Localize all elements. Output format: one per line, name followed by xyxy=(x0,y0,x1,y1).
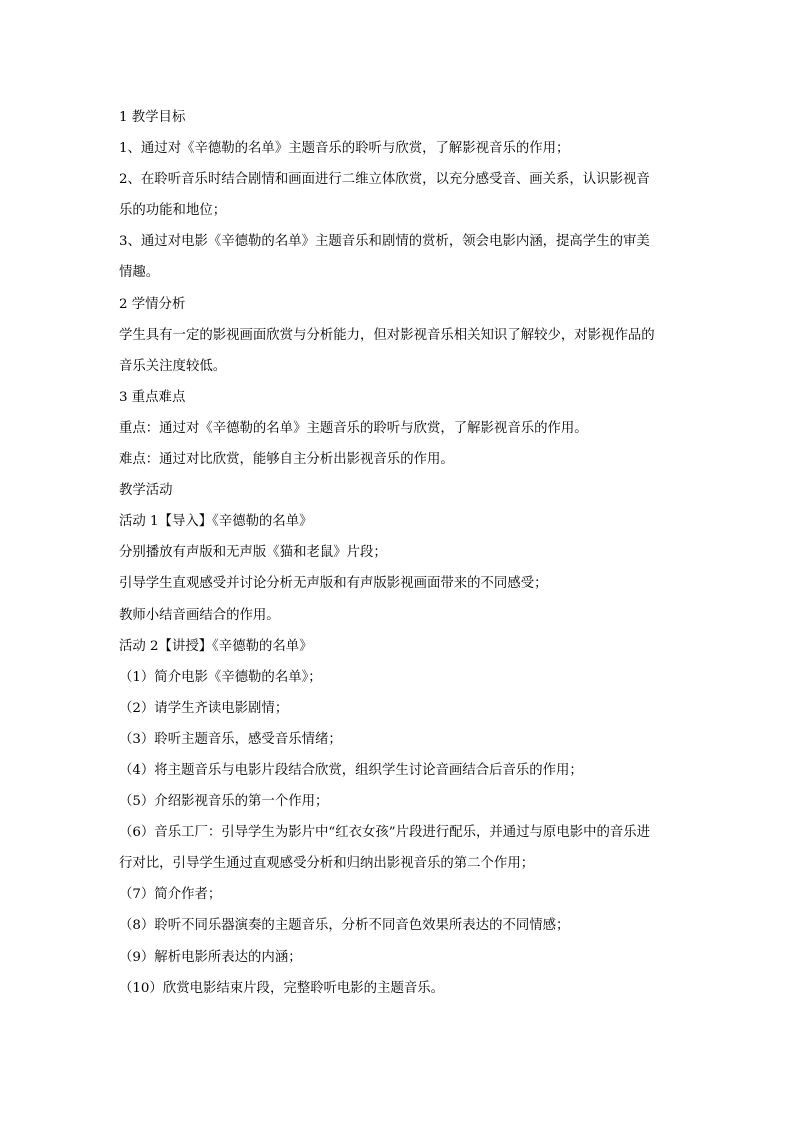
activity-2-step-6-continued: 行对比，引导学生通过直观感受分析和归纳出影视音乐的第二个作用； xyxy=(119,856,535,872)
activity-2-step-9: （9）解析电影所表达的内涵； xyxy=(119,949,302,965)
activity-2-step-8: （8）聆听不同乐器演奏的主题音乐，分析不同音色效果所表达的不同情感； xyxy=(119,918,570,934)
activity-2-step-4: （4）将主题音乐与电影片段结合欣赏，组织学生讨论音画结合后音乐的作用； xyxy=(119,762,583,778)
activity-2-step-2: （2）请学生齐读电影剧情； xyxy=(119,700,289,716)
activity-2-step-10: （10）欣赏电影结束片段，完整聆听电影的主题音乐。 xyxy=(119,980,445,996)
section-heading-teaching-goals: 1 教学目标 xyxy=(119,110,186,125)
goal-item-3-continued: 情趣。 xyxy=(119,265,160,281)
activity-1-step-1: 分别播放有声版和无声版《猫和老鼠》片段； xyxy=(119,545,387,561)
goal-item-2-continued: 乐的功能和地位； xyxy=(119,203,227,219)
goal-item-1: 1、通过对《辛德勒的名单》主题音乐的聆听与欣赏，了解影视音乐的作用； xyxy=(119,141,570,157)
student-analysis-text-continued: 音乐关注度较低。 xyxy=(119,358,227,374)
key-point-text: 重点：通过对《辛德勒的名单》主题音乐的聆听与欣赏，了解影视音乐的作用。 xyxy=(119,420,588,436)
activity-1-step-3: 教师小结音画结合的作用。 xyxy=(119,607,280,623)
goal-item-3: 3、通过对电影《辛德勒的名单》主题音乐和剧情的赏析，领会电影内涵，提高学生的审美 xyxy=(119,234,650,250)
activity-2-step-5: （5）介绍影视音乐的第一个作用； xyxy=(119,794,329,810)
difficulty-text: 难点：通过对比欣赏，能够自主分析出影视音乐的作用。 xyxy=(119,452,454,468)
section-heading-student-analysis: 2 学情分析 xyxy=(119,296,186,312)
goal-item-2: 2、在聆听音乐时结合剧情和画面进行二维立体欣赏，以充分感受音、画关系，认识影视音 xyxy=(119,172,650,188)
section-heading-activities: 教学活动 xyxy=(119,483,173,499)
document-body xyxy=(119,102,679,1004)
activity-2-heading: 活动 2【讲授】《辛德勒的名单》 xyxy=(119,638,313,654)
activity-1-heading: 活动 1【导入】《辛德勒的名单》 xyxy=(119,514,313,530)
activity-2-step-6: （6）音乐工厂：引导学生为影片中“红衣女孩”片段进行配乐，并通过与原电影中的音乐进 xyxy=(119,825,651,841)
activity-2-step-7: （7）简介作者； xyxy=(119,887,222,903)
activity-2-step-1: （1）简介电影《辛德勒的名单》； xyxy=(119,669,322,685)
student-analysis-text: 学生具有一定的影视画面欣赏与分析能力，但对影视音乐相关知识了解较少，对影视作品的 xyxy=(119,327,655,343)
activity-2-step-3: （3）聆听主题音乐，感受音乐情绪； xyxy=(119,731,342,747)
activity-1-step-2: 引导学生直观感受并讨论分析无声版和有声版影视画面带来的不同感受； xyxy=(119,576,548,592)
section-heading-key-points: 3 重点难点 xyxy=(119,389,186,405)
